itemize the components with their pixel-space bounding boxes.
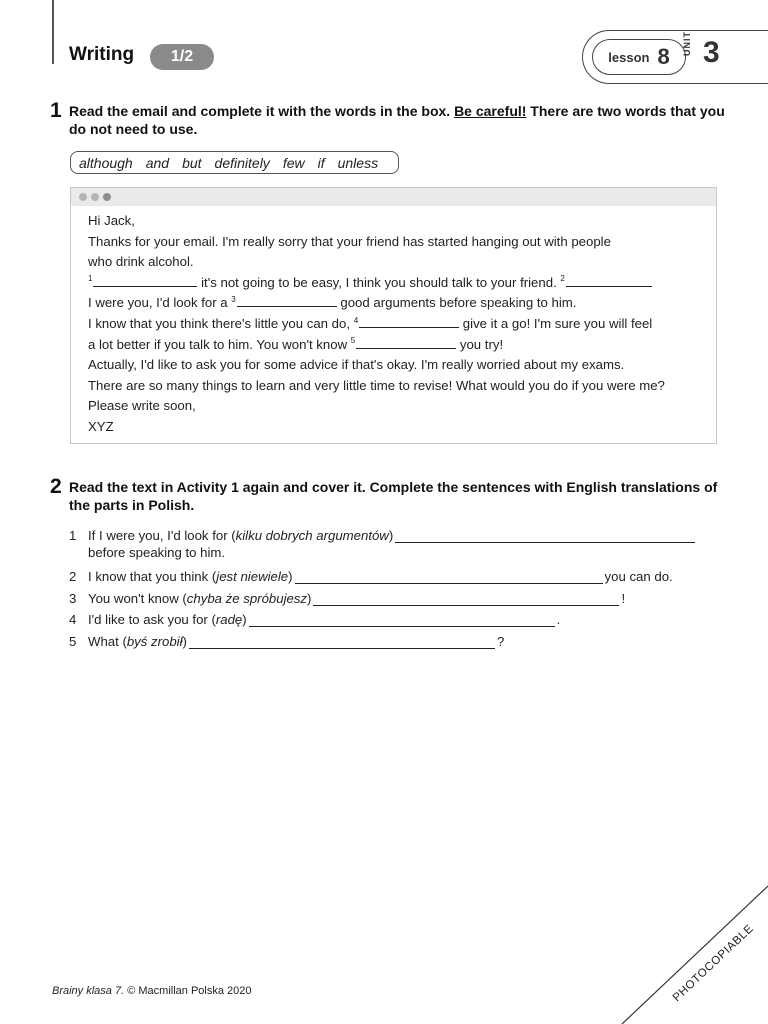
sentence-number: 4 — [69, 612, 77, 627]
be-careful-emphasis: Be careful! — [454, 103, 527, 119]
unit-number: 3 — [703, 36, 720, 69]
email-line: $^1$ it's not going to be easy, I think you should talk to your friend. $^2$ — [88, 273, 716, 294]
sentence-continuation: before speaking to him. — [88, 544, 226, 560]
polish-phrase: radę — [215, 612, 243, 627]
polish-phrase: chyba że spróbujesz — [186, 590, 308, 606]
gap-blank[interactable] — [93, 275, 197, 287]
email-line: a lot better if you talk to him. You won't know $^5$ you try! — [88, 336, 504, 352]
page-indicator-pill: 1/2 — [150, 44, 214, 70]
gap-blank[interactable] — [237, 295, 337, 307]
lesson-number: 8 — [657, 44, 670, 69]
email-line: Actually, I'd like to ask you for some advice if that's okay. I'm really worried about my exams. — [88, 357, 625, 373]
window-dot-icon — [79, 193, 87, 201]
sentence-number: 3 — [69, 590, 77, 606]
lesson-label: lesson — [608, 49, 650, 65]
email-line: who drink alcohol. — [88, 254, 194, 270]
answer-line[interactable] — [395, 529, 695, 543]
footer-copyright: © Macmillan Polska 2020 — [124, 985, 252, 997]
sentence-item: 5 What ( byś zrobił ) ? — [69, 633, 505, 649]
email-signature: XYZ — [88, 418, 114, 434]
email-window — [70, 187, 717, 444]
sentence-item: 1 If I were you, I'd look for ( kilku dobrych argumentów ) — [69, 521, 697, 543]
word-box-item: few — [282, 154, 305, 171]
email-greeting: Hi Jack, — [88, 213, 135, 228]
photocopiable-corner — [600, 880, 768, 1024]
corner-fold-line — [622, 886, 768, 1024]
sentence-item: 4 I'd like to ask you for ( radę ) . — [69, 612, 561, 627]
polish-phrase: jest niewiele — [216, 569, 289, 584]
email-line: There are so many things to learn and very little time to revise! What would you do if you were me? — [88, 377, 665, 393]
email-line: Please write soon, — [88, 398, 196, 414]
word-box-item: but — [182, 154, 202, 171]
gap-number: 4 — [353, 315, 359, 325]
sentence-item: 2 I know that you think ( jest niewiele ) you can do. — [69, 569, 673, 584]
answer-line[interactable] — [295, 570, 603, 584]
sentence-number: 2 — [69, 569, 77, 584]
email-line: Thanks for your email. I'm really sorry that your friend has started hanging out with people — [88, 233, 611, 249]
word-box-item: unless — [337, 154, 379, 171]
sentence-list — [69, 521, 697, 649]
gap-number: 2 — [560, 274, 565, 284]
word-box — [70, 151, 399, 174]
word-box-item: if — [317, 154, 325, 171]
answer-line[interactable] — [249, 613, 555, 627]
footer-brand: Brainy klasa 7. — [52, 985, 125, 997]
answer-line[interactable] — [313, 592, 619, 606]
email-line: I were you, I'd look for a $^3$ good arguments before speaking to him. — [88, 294, 577, 311]
footer-credit — [52, 985, 251, 997]
gap-number: 5 — [350, 336, 356, 346]
photocopiable-label: PHOTOCOPIABLE — [670, 922, 757, 1005]
word-box-item: and — [145, 154, 170, 171]
section-title: Writing — [69, 44, 135, 65]
window-dot-icon — [103, 193, 111, 201]
window-dot-icon — [91, 193, 99, 201]
exercise-1-instruction: Read the email and complete it with the words in the box. Be careful! There are two words that you do not need to use. — [69, 103, 725, 137]
lesson-badge — [592, 39, 686, 75]
exercise-1-number: 1 — [50, 99, 62, 122]
gap-blank[interactable] — [566, 275, 652, 287]
gap-number: 1 — [88, 274, 93, 284]
sentence-number: 1 — [69, 527, 77, 543]
gap-number: 3 — [231, 294, 236, 304]
gap-blank[interactable] — [359, 316, 459, 328]
sentence-item: 3 You won't know ( chyba że spróbujesz ) ! — [69, 590, 626, 606]
exercise-2-number: 2 — [50, 475, 62, 498]
email-body — [71, 206, 716, 438]
word-box-item: although — [79, 154, 133, 171]
email-title-bar — [71, 188, 716, 206]
exercise-2-instruction: Read the text in Activity 1 again and cover it. Complete the sentences with English translations of the parts in Polish. — [69, 479, 718, 513]
word-box-item: definitely — [214, 154, 270, 171]
polish-phrase: byś zrobił — [126, 633, 183, 649]
gap-blank[interactable] — [356, 337, 456, 349]
margin-line — [52, 0, 54, 64]
answer-line[interactable] — [189, 635, 495, 649]
polish-phrase: kilku dobrych argumentów — [235, 527, 389, 543]
sentence-number: 5 — [69, 633, 77, 649]
unit-label: UNIT — [682, 31, 692, 56]
email-line: I know that you think there's little you can do, $^4$ give it a go! I'm sure you will feel — [88, 315, 653, 331]
